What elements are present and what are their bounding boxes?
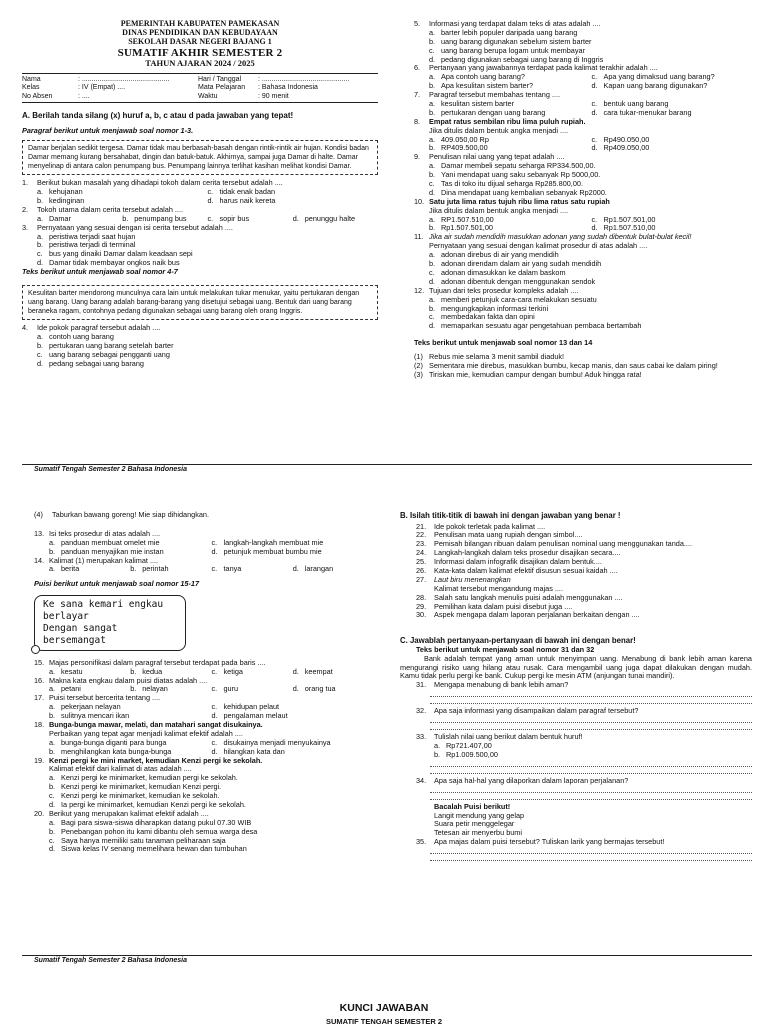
option-d[interactable]: d. keempat bbox=[292, 666, 333, 676]
absen-field[interactable]: : .... bbox=[78, 92, 90, 100]
q-text: Kata-kata dalam kalimat efektif disusun sesuai kaidah .... bbox=[434, 565, 618, 575]
section-b-list bbox=[400, 523, 752, 621]
question-3 bbox=[22, 224, 378, 268]
q-text: Apa majas dalam puisi tersebut? Tuliskan larik yang bermajas tersebut! bbox=[434, 837, 665, 847]
option-c[interactable]: c. Apa yang dimaksud uang barang? bbox=[591, 72, 715, 82]
option-a[interactable]: a. peristiwa terjadi saat hujan bbox=[37, 231, 136, 241]
q-number: 18. bbox=[34, 719, 45, 729]
q-text: Makna kata engkau dalam puisi diatas adalah .... bbox=[49, 675, 208, 685]
q-subtext: Pernyataan yang sesuai dengan kalimat prosedur di atas adalah .... bbox=[429, 241, 648, 251]
option-d[interactable]: d. pengalaman melaut bbox=[211, 711, 288, 721]
option-d[interactable]: d. harus naik kereta bbox=[207, 195, 276, 205]
poem-line: bersemangat bbox=[43, 634, 106, 646]
step-text: Rebus mie selama 3 menit sambil diaduk! bbox=[429, 352, 565, 362]
q-number: 27. bbox=[416, 574, 427, 584]
option-c[interactable]: c. Saya hanya memiliki satu tanaman peliharaan saja bbox=[49, 835, 226, 845]
option-a[interactable]: a. Damar membeli sepatu seharga RP334.500,00. bbox=[429, 161, 596, 171]
step-number: (1) bbox=[414, 352, 423, 362]
option-b[interactable]: b. adonan direndam dalam air yang sudah mendidih bbox=[429, 259, 602, 269]
option-a[interactable]: a. barter lebih populer daripada uang barang bbox=[429, 27, 578, 37]
poem-line: Langit mendung yang gelap bbox=[434, 810, 525, 820]
poem-line: Ke sana kemari engkau bbox=[43, 599, 164, 611]
step-text: Tiriskan mie, kemudian campur dengan bumbu! Aduk hingga rata! bbox=[429, 369, 642, 379]
answer-line[interactable] bbox=[430, 716, 752, 723]
q-number: 11. bbox=[414, 232, 424, 242]
option-d[interactable]: d. orang tua bbox=[292, 684, 336, 694]
hari-label: Hari / Tanggal bbox=[198, 75, 242, 83]
q-number: 24. bbox=[416, 548, 427, 558]
option-d[interactable]: d. penunggu halte bbox=[292, 213, 356, 223]
answer-key-heading bbox=[0, 1002, 768, 1024]
q-text: Ide pokok paragraf tersebut adalah .... bbox=[37, 323, 161, 333]
question-9 bbox=[414, 153, 754, 197]
option-d[interactable]: d. larangan bbox=[292, 564, 334, 574]
option-d[interactable]: d. adonan dibentuk dengan menggunakan sendok bbox=[429, 276, 596, 286]
q-text: Empat ratus sembilan ribu lima puluh rupiah. bbox=[429, 116, 586, 126]
fill-in-item[interactable] bbox=[416, 611, 752, 620]
q-text: Berikut bukan masalah yang dihadapi tokoh dalam cerita tersebut adalah .... bbox=[37, 178, 283, 188]
answer-line[interactable] bbox=[430, 697, 752, 704]
absen-label: No Absen bbox=[22, 92, 53, 100]
hari-field[interactable]: : ............................................. bbox=[258, 75, 350, 83]
question-13 bbox=[34, 530, 374, 557]
option-b[interactable]: b. kedua bbox=[130, 666, 163, 676]
question-14 bbox=[34, 557, 374, 575]
q-text: Isi teks prosedur di atas adalah .... bbox=[49, 528, 161, 538]
option-a[interactable]: a. kehujanan bbox=[37, 187, 83, 197]
option-a[interactable]: a. panduan membuat omelet mie bbox=[49, 537, 160, 547]
intro-31-32: Teks berikut untuk menjawab soal nomor 31 dan 32 bbox=[416, 644, 595, 654]
q-number: 25. bbox=[416, 557, 427, 567]
option-a[interactable]: a. petani bbox=[49, 684, 81, 694]
step-number: (2) bbox=[414, 360, 423, 370]
mapel-value: : Bahasa Indonesia bbox=[258, 84, 318, 92]
intro-15-17: Puisi berikut untuk menjawab soal nomor 15-17 bbox=[34, 579, 200, 589]
question-6 bbox=[414, 64, 754, 91]
q-text: Tujuan dari teks prosedur kompleks adalah .... bbox=[429, 285, 579, 295]
q-text: Tokoh utama dalam cerita tersebut adalah .... bbox=[37, 204, 184, 214]
option-c[interactable]: c. ketiga bbox=[211, 666, 243, 676]
q-number: 12. bbox=[414, 285, 425, 295]
q-number: 3. bbox=[22, 222, 29, 232]
nama-field[interactable]: : ............................................. bbox=[78, 75, 170, 83]
q-number: 22. bbox=[416, 530, 427, 540]
page1-footer: Sumatif Tengah Semester 2 Bahasa Indonesia bbox=[34, 466, 188, 473]
question-15 bbox=[34, 659, 374, 677]
mapel-label: Mata Pelajaran bbox=[198, 84, 246, 92]
option-b[interactable]: b. nelayan bbox=[130, 684, 168, 694]
q-subtext: Perbaikan yang tepat agar menjadi kalimat efektif adalah .... bbox=[49, 728, 243, 738]
header-line3: SEKOLAH DASAR NEGERI BAJANG 1 bbox=[128, 36, 272, 46]
option-a[interactable]: a. adonan direbus di air yang mendidih bbox=[429, 250, 559, 260]
option-c[interactable]: c. bentuk uang barang bbox=[591, 99, 669, 109]
q-text: Pemisah bilangan ribuan dalam penulisan nominal uang menggunakan tanda.... bbox=[434, 539, 693, 549]
option-d[interactable]: d. hilangkan kata dan bbox=[211, 746, 285, 756]
q-text: Kalimat tersebut mengandung majas .... bbox=[434, 583, 563, 593]
page2-footer-rule bbox=[22, 955, 752, 956]
step-text: Sementara mie direbus, masukkan bumbu, kecap manis, dan saus cabai ke dalam piring! bbox=[429, 360, 718, 370]
answer-key-subtitle: SUMATIF TENGAH SEMESTER 2 bbox=[325, 1016, 443, 1024]
option-a[interactable]: a. RP1.507.510,00 bbox=[429, 214, 494, 224]
option-b[interactable]: b. penumpang bus bbox=[122, 213, 187, 223]
step-text: Taburkan bawang goreng! Mie siap dihidangkan. bbox=[52, 510, 209, 519]
option-b[interactable]: b. Apa kesulitan sistem barter? bbox=[429, 81, 534, 91]
q-number: 19. bbox=[34, 755, 45, 765]
option-b[interactable]: b. Rp1.507.501,00 bbox=[429, 223, 493, 233]
q-text: Penulisan mata uang rupiah dengan simbol.... bbox=[434, 530, 583, 540]
answer-line[interactable] bbox=[430, 854, 752, 861]
q-text: Aspek mengapa dalam laporan perjalanan berkaitan dengan .... bbox=[434, 610, 640, 620]
q-number: 9. bbox=[414, 152, 421, 162]
option-d[interactable]: d. Rp409.050,00 bbox=[591, 143, 650, 153]
option-d[interactable]: d. Rp1.507.510,00 bbox=[591, 223, 656, 233]
answer-line[interactable] bbox=[430, 760, 752, 767]
option-d[interactable]: d. Kapan uang barang digunakan? bbox=[591, 81, 708, 91]
q-number: 2. bbox=[22, 204, 29, 214]
q-number: 7. bbox=[414, 90, 421, 100]
page2-left-column bbox=[34, 511, 374, 854]
option-a[interactable]: a. contoh uang barang bbox=[37, 332, 114, 342]
page1-left-column bbox=[22, 20, 378, 369]
q-text: Berikut yang merupakan kalimat efektif adalah .... bbox=[49, 808, 209, 818]
q-number: 14. bbox=[34, 555, 45, 565]
q-number: 16. bbox=[34, 675, 45, 685]
q-text: Pemilihan kata dalam puisi disebut juga .... bbox=[434, 601, 573, 611]
option-c[interactable]: c. Tas di toko itu dijual seharga Rp285.800,00. bbox=[429, 179, 583, 189]
answer-line[interactable] bbox=[430, 786, 752, 793]
q-text: Puisi tersebut bercerita tentang .... bbox=[49, 693, 161, 703]
question-12 bbox=[414, 287, 754, 331]
option-c[interactable]: c. tanya bbox=[211, 564, 242, 574]
option-b[interactable]: b. Yani mendapat uang saku sebanyak Rp 5000,00. bbox=[429, 170, 601, 180]
q-text: Pernyataan yang sesuai dengan isi cerita tersebut adalah .... bbox=[37, 222, 233, 232]
q-text: Informasi yang terdapat dalam teks di atas adalah .... bbox=[429, 19, 601, 28]
option-a[interactable]: a. kesatu bbox=[49, 666, 83, 676]
school-header bbox=[22, 20, 378, 69]
question-2 bbox=[22, 206, 378, 224]
bank-paragraph: Bank adalah tempat yang aman untuk menyimpan uang. Menabung di bank lebih aman karena mengurangi risiko uang hilang atau rusak. Cara mengambil uang juga dapat dilakukan dengan mudah. Kamu tidak perlu pergi ke bank. Cukup pergi ke mesin ATM (anjungan tunai mandiri). bbox=[400, 653, 752, 681]
option-c[interactable]: c. uang barang berupa logam untuk membayar bbox=[429, 45, 586, 55]
option-a[interactable]: a. kesulitan sistem barter bbox=[429, 99, 514, 109]
question-18 bbox=[34, 721, 374, 757]
section-b-title: B. Isilah titik-titik di bawah ini dengan jawaban yang benar ! bbox=[400, 511, 621, 520]
question-16 bbox=[34, 677, 374, 695]
kelas-label: Kelas bbox=[22, 84, 40, 92]
option-c[interactable]: c. tidak enak badan bbox=[207, 187, 276, 197]
q-text: Apa saja hal-hal yang dilaporkan dalam laporan perjalanan? bbox=[434, 775, 629, 785]
header-line1: PEMERINTAH KABUPATEN PAMEKASAN bbox=[120, 19, 280, 28]
question-19 bbox=[34, 757, 374, 810]
q-number: 21. bbox=[416, 521, 427, 531]
option-c[interactable]: c. membedakan fakta dan opini bbox=[429, 312, 535, 322]
question-7 bbox=[414, 91, 754, 118]
option-b[interactable]: b. Kenzi pergi ke minimarket, kemudian Kenzi pergi. bbox=[49, 782, 222, 792]
scroll-knob-icon bbox=[31, 645, 40, 654]
option-d[interactable]: d. Damar tidak membayar ongkos naik bus bbox=[37, 258, 180, 268]
option-d[interactable]: d. Dina mendapat uang kembalian sebanyak Rp2000. bbox=[429, 187, 607, 197]
option-b[interactable]: b. menghilangkan kata bunga-bunga bbox=[49, 746, 172, 756]
q-number: 20. bbox=[34, 808, 45, 818]
q-number: 1. bbox=[22, 178, 29, 188]
option-a[interactable]: a. Apa contoh uang barang? bbox=[429, 72, 525, 82]
poem-instruction: Bacalah Puisi berikut! bbox=[434, 801, 511, 811]
intro-4-7: Teks berikut untuk menjawab soal nomor 4-7 bbox=[22, 267, 178, 277]
q-number: 6. bbox=[414, 63, 421, 73]
section-c-title: C. Jawablah pertanyaan-pertanyaan di bawah ini dengan benar! bbox=[400, 636, 636, 646]
option-b[interactable]: b. uang barang digunakan sebelum sistem barter bbox=[429, 36, 592, 46]
poem-line: Dengan sangat bbox=[43, 622, 118, 634]
option-b[interactable]: b. mengungkapkan informasi terkini bbox=[429, 303, 549, 313]
nama-label: Nama bbox=[22, 75, 41, 83]
question-10 bbox=[414, 198, 754, 234]
poem-scroll bbox=[34, 595, 186, 651]
q-text: Ide pokok terletak pada kalimat .... bbox=[434, 521, 546, 531]
q-text: Laut biru menenangkan bbox=[434, 574, 511, 584]
option-a[interactable]: a. Bagi para siswa-siswa diharapkan datang pukul 07.30 WIB bbox=[49, 817, 252, 827]
option-c[interactable]: c. sopir bus bbox=[207, 213, 250, 223]
q-number: 26. bbox=[416, 565, 427, 575]
money-item-b: b. Rp1.009.500,00 bbox=[434, 749, 498, 759]
answer-line[interactable] bbox=[430, 847, 752, 854]
q-number: 15. bbox=[34, 657, 45, 667]
option-b[interactable]: b. pertukaran uang barang setelah barter bbox=[37, 341, 174, 351]
q-number: 13. bbox=[34, 528, 45, 538]
q-number: 8. bbox=[414, 116, 421, 126]
q-text: Informasi dalam infografik disajikan dalam bentuk.... bbox=[434, 557, 602, 567]
q-text: Paragraf tersebut membahas tentang .... bbox=[429, 90, 561, 100]
answer-key-title: KUNCI JAWABAN bbox=[339, 1002, 429, 1014]
option-d[interactable]: d. cara tukar-menukar barang bbox=[591, 107, 692, 117]
answer-line[interactable] bbox=[430, 767, 752, 774]
page2-footer: Sumatif Tengah Semester 2 Bahasa Indonesia bbox=[34, 957, 188, 964]
q-number: 34. bbox=[416, 775, 427, 785]
kelas-value: : IV (Empat) .... bbox=[78, 84, 126, 92]
option-c[interactable]: c. kehidupan pelaut bbox=[211, 702, 280, 712]
answer-line[interactable] bbox=[430, 793, 752, 800]
q-number: 23. bbox=[416, 539, 427, 549]
option-a[interactable]: a. pekerjaan nelayan bbox=[49, 702, 121, 712]
option-b[interactable]: b. kedinginan bbox=[37, 195, 85, 205]
option-d[interactable]: d. Ia pergi ke minimarket, kemudian Kenzi pergi ke sekolah. bbox=[49, 799, 246, 809]
q-number: 33. bbox=[416, 732, 427, 742]
money-item-a: a. Rp721.407,00 bbox=[434, 741, 492, 751]
option-a[interactable]: a. 409.050,00 Rp bbox=[429, 134, 489, 144]
q-text: Pertanyaan yang jawabannya terdapat pada kalimat terakhir adalah .... bbox=[429, 63, 658, 73]
exam-page-1 bbox=[0, 0, 768, 480]
poem-line: Tetesan air menyerbu bumi bbox=[434, 828, 523, 838]
option-b[interactable]: b. peristiwa terjadi di terminal bbox=[37, 240, 136, 250]
question-1 bbox=[22, 179, 378, 206]
option-c[interactable]: c. guru bbox=[211, 684, 239, 694]
q-number: 31. bbox=[416, 680, 427, 690]
exam-title: SUMATIF AKHIR SEMESTER 2 bbox=[117, 46, 283, 59]
q-number: 32. bbox=[416, 706, 427, 716]
option-c[interactable]: c. Rp490.050,00 bbox=[591, 134, 650, 144]
q-number: 30. bbox=[416, 610, 427, 620]
option-c[interactable]: c. Kenzi pergi ke minimarket, kemudian ke sekolah. bbox=[49, 791, 220, 801]
poem-line: berlayar bbox=[43, 611, 89, 623]
question-5 bbox=[414, 20, 754, 64]
option-b[interactable]: b. pertukaran dengan uang barang bbox=[429, 107, 546, 117]
q-text: Jika air sudah mendidih masukkan adonan yang sudah dibentuk bulat-bulat kecil! bbox=[429, 232, 692, 242]
option-b[interactable]: b. sulitnya mencari ikan bbox=[49, 711, 130, 721]
q-subtext: Jika ditulis dalam bentuk angka menjadi .... bbox=[429, 205, 569, 215]
header-rule bbox=[22, 73, 378, 74]
identity-rule bbox=[22, 102, 378, 103]
poem-line: Suara petir menggelegar bbox=[434, 819, 515, 829]
q-text: Bunga-bunga mawar, melati, dan matahari sangat disukainya. bbox=[49, 719, 263, 729]
option-c[interactable]: c. langkah-langkah membuat mie bbox=[211, 537, 324, 547]
option-b[interactable]: b. Penebangan pohon itu kami dibantu oleh semua warga desa bbox=[49, 826, 258, 836]
q-text: Satu juta lima ratus tujuh ribu lima ratus satu rupiah bbox=[429, 196, 610, 206]
q-number: 35. bbox=[416, 837, 427, 847]
option-b[interactable]: b. RP409.500,00 bbox=[429, 143, 488, 153]
answer-line[interactable] bbox=[430, 690, 752, 697]
page1-right-column bbox=[414, 20, 754, 380]
q-number: 28. bbox=[416, 592, 427, 602]
question-8 bbox=[414, 118, 754, 154]
q-number: 4. bbox=[22, 323, 29, 333]
q-number: 17. bbox=[34, 693, 45, 703]
step-number: (3) bbox=[414, 369, 423, 379]
q-text: Mengapa menabung di bank lebih aman? bbox=[434, 680, 569, 690]
identity-block bbox=[22, 76, 378, 102]
question-4 bbox=[22, 324, 378, 368]
exam-year: TAHUN AJARAN 2024 / 2025 bbox=[145, 58, 255, 69]
option-c[interactable]: c. Rp1.507.501,00 bbox=[591, 214, 656, 224]
option-a[interactable]: a. bunga-bunga diganti para bunga bbox=[49, 737, 167, 747]
barter-box: Kesulitan barter mendorong munculnya cara lain untuk melakukan tukar menukar, yaitu pertukaran dengan uang barang. Uang barang adalah barang-barang yang disetujui sebagai uang. Bentuk dari uang barang beraneka ragam, contohnya pedang digunakan sebagai uang barang oleh orang Inggris. bbox=[22, 285, 378, 320]
page2-right-column bbox=[400, 511, 752, 861]
question-17 bbox=[34, 694, 374, 721]
page1-footer-rule bbox=[22, 464, 752, 465]
q-text: Kenzi pergi ke mini market, kemudian Kenzi pergi ke sekolah. bbox=[49, 755, 263, 765]
step-number: (4) bbox=[34, 510, 43, 519]
header-line2: DINAS PENDIDIKAN DAN KEBUDAYAAN bbox=[122, 27, 278, 37]
option-a[interactable]: a. Damar bbox=[37, 213, 71, 223]
q-text: Apa saja informasi yang disampaikan dalam paragraf tersebut? bbox=[434, 706, 639, 716]
q-number: 29. bbox=[416, 601, 427, 611]
section-a-title: A. Berilah tanda silang (x) huruf a, b, c atau d pada jawaban yang tepat! bbox=[22, 111, 294, 121]
q-text: Tulislah nilai uang berikut dalam bentuk huruf! bbox=[434, 732, 583, 742]
waktu-value: : 90 menit bbox=[258, 92, 289, 100]
q-number: 5. bbox=[414, 19, 421, 28]
option-d[interactable]: d. pedang sebagai uang barang bbox=[37, 358, 144, 368]
exam-page-2 bbox=[0, 500, 768, 970]
option-d[interactable]: d. pedang digunakan sebagai uang barang di Inggris bbox=[429, 54, 604, 64]
option-d[interactable]: d. memaparkan sesuatu agar pengetahuan pembaca bertambah bbox=[429, 321, 642, 331]
option-d[interactable]: d. Siswa kelas IV senang memelihara hewan dan tumbuhan bbox=[49, 844, 247, 854]
option-a[interactable]: a. memberi petunjuk cara-cara melakukan sesuatu bbox=[429, 294, 597, 304]
option-c[interactable]: c. uang barang sebagai pengganti uang bbox=[37, 349, 170, 359]
intro-13-14: Teks berikut untuk menjawab soal nomor 13 dan 14 bbox=[414, 338, 593, 348]
option-c[interactable]: c. disukainya menjadi menyukainya bbox=[211, 737, 331, 747]
q-text: Salah satu langkah menulis puisi adalah menggunakan .... bbox=[434, 592, 623, 602]
q-text: Majas personifikasi dalam paragraf tersebut terdapat pada baris .... bbox=[49, 657, 266, 667]
story-box: Damar berjalan sedikit tergesa. Damar tidak mau berbasah-basah dengan rintik-rintik air hujan. Kondisi badan Damar memang kurang bersahabat, dingin dan batuk-batuk. Akhirnya, sampai juga Damar di halte. Damar menyelinap di antara calon penumpang bus. Penumpang lainnya terlihat kasihan melihat kondisi Damar. bbox=[22, 140, 378, 175]
q-text: Penulisan nilai uang yang tepat adalah .... bbox=[429, 152, 565, 162]
q-number: 10. bbox=[414, 196, 425, 206]
question-11 bbox=[414, 233, 754, 286]
option-b[interactable]: b. perintah bbox=[130, 564, 169, 574]
answer-line[interactable] bbox=[430, 723, 752, 730]
q-subtext: Kalimat efektif dari kalimat di atas adalah .... bbox=[49, 764, 192, 774]
q-text: Kalimat (1) merupakan kalimat .... bbox=[49, 555, 159, 565]
option-d[interactable]: d. petunjuk membuat bumbu mie bbox=[211, 546, 322, 556]
option-a[interactable]: a. Kenzi pergi ke minimarket, kemudian pergi ke sekolah. bbox=[49, 773, 238, 783]
option-b[interactable]: b. panduan menyajikan mie instan bbox=[49, 546, 164, 556]
option-a[interactable]: a. berita bbox=[49, 564, 80, 574]
q-subtext: Jika ditulis dalam bentuk angka menjadi .... bbox=[429, 125, 569, 135]
waktu-label: Waktu bbox=[198, 92, 218, 100]
option-c[interactable]: c. bus yang dinaiki Damar dalam keadaan sepi bbox=[37, 249, 193, 259]
intro-1-3: Paragraf berikut untuk menjawab soal nomor 1-3. bbox=[22, 126, 194, 136]
option-c[interactable]: c. adonan dimasukkan ke dalam baskom bbox=[429, 267, 566, 277]
q-text: Langkah-langkah dalam teks prosedur disajikan secara.... bbox=[434, 548, 621, 558]
question-20 bbox=[34, 810, 374, 854]
